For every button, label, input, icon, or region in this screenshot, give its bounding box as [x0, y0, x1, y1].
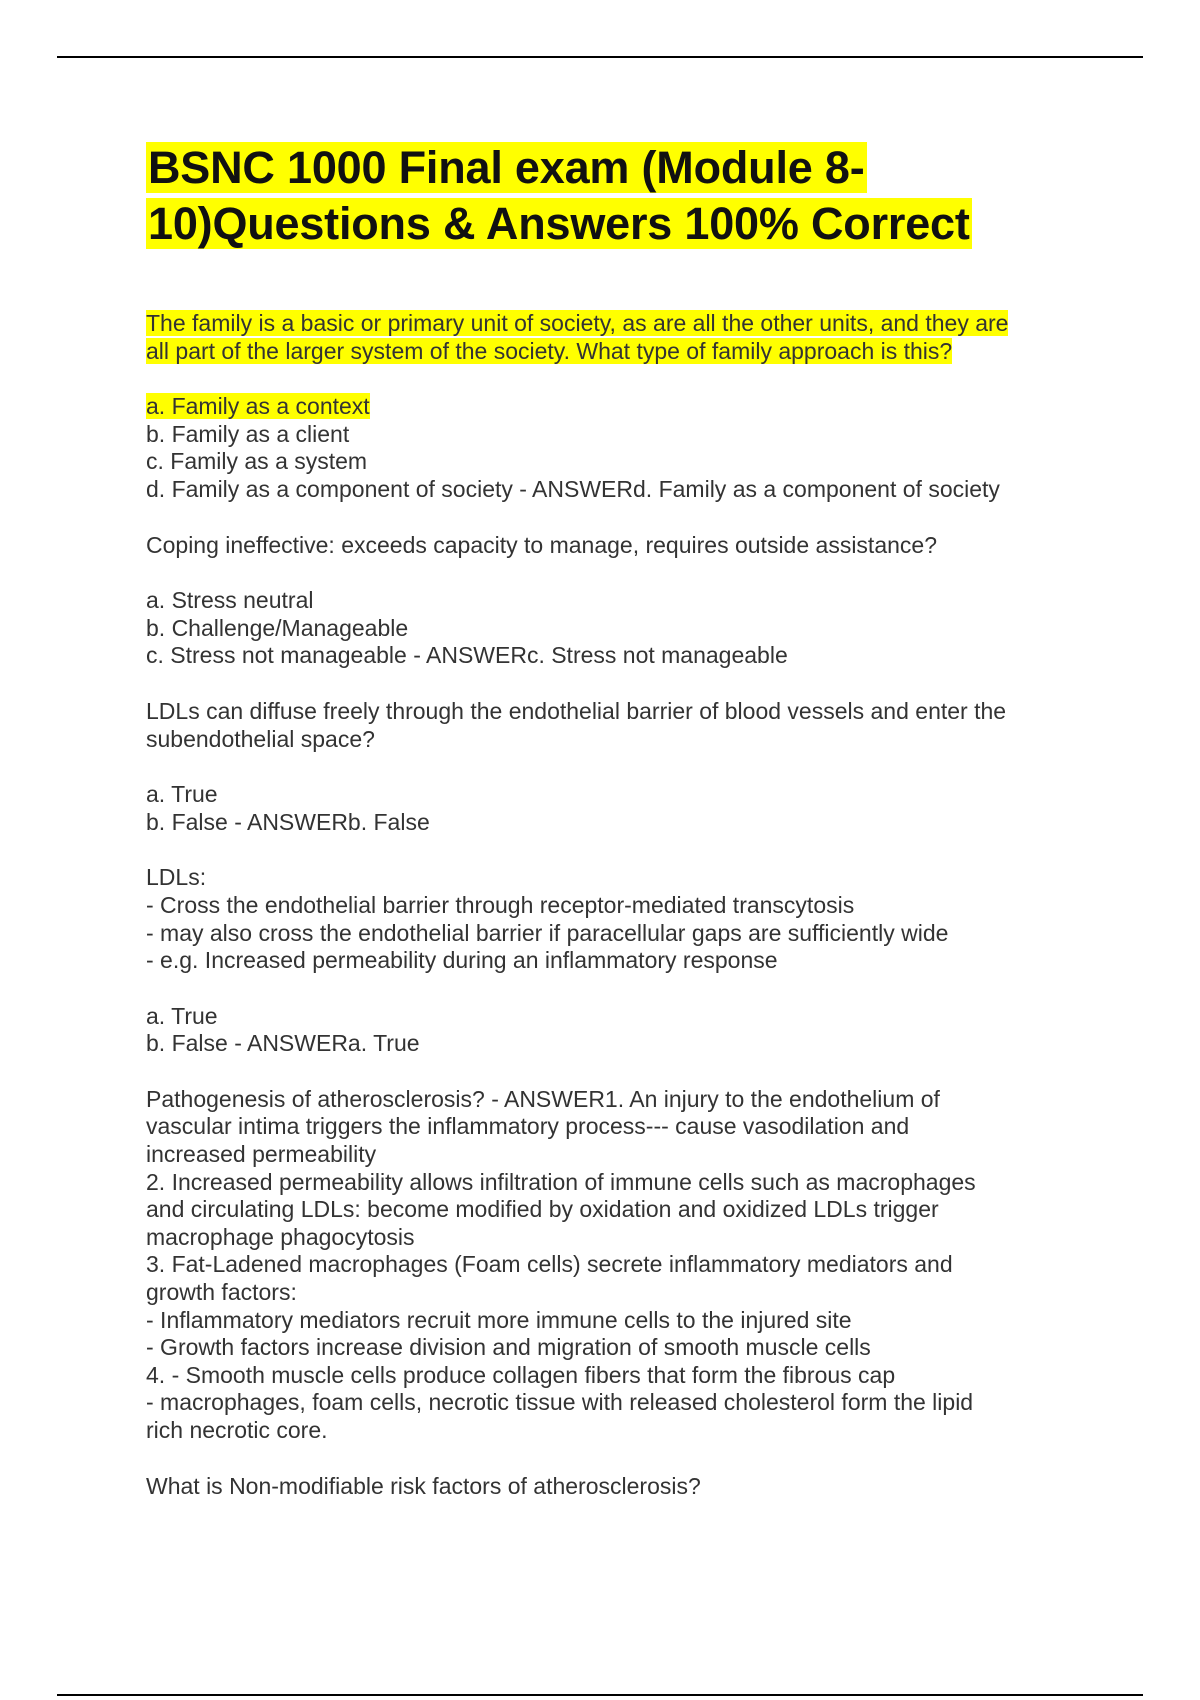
- option-text: a. Family as a context: [146, 393, 370, 420]
- question-text: - e.g. Increased permeability during an inflammatory response: [146, 947, 778, 974]
- header-rule: [57, 56, 1143, 58]
- option-answer-text: b. False - ANSWERa. True: [146, 1030, 420, 1057]
- options-block: [146, 587, 1066, 670]
- answer-text: and circulating LDLs: become modified by oxidation and oxidized LDLs trigger: [146, 1196, 939, 1223]
- title-line: BSNC 1000 Final exam (Module 8-: [148, 142, 865, 193]
- option-text: a. True: [146, 1002, 218, 1029]
- option-text: c. Family as a system: [146, 448, 368, 475]
- option-answer-text: d. Family as a component of society - ANSWERd. Family as a component of society: [146, 475, 1000, 502]
- answer-text: - Growth factors increase division and migration of smooth muscle cells: [146, 1334, 871, 1361]
- answer-paragraph: [146, 1086, 1066, 1445]
- answer-text: vascular intima triggers the inflammatory process--- cause vasodilation and: [146, 1113, 910, 1140]
- answer-text: 3. Fat-Ladened macrophages (Foam cells) secrete inflammatory mediators and: [146, 1251, 953, 1278]
- question-text: Coping ineffective: exceeds capacity to manage, requires outside assistance?: [146, 531, 937, 558]
- question-text: all part of the larger system of the society. What type of family approach is this?: [146, 337, 953, 364]
- question-text: - Cross the endothelial barrier through receptor-mediated transcytosis: [146, 891, 855, 918]
- options-block: [146, 1003, 1066, 1058]
- document-title: [146, 140, 1066, 252]
- question-text: The family is a basic or primary unit of society, as are all the other units, and they are: [146, 310, 1009, 336]
- answer-text: 4. - Smooth muscle cells produce collagen fibers that form the fibrous cap: [146, 1361, 896, 1388]
- question-text: What is Non-modifiable risk factors of atherosclerosis?: [146, 1472, 701, 1499]
- question-text: - may also cross the endothelial barrier if paracellular gaps are sufficiently wide: [146, 919, 949, 946]
- answer-text: rich necrotic core.: [146, 1417, 328, 1443]
- question-text: subendothelial space?: [146, 725, 375, 752]
- option-answer-text: c. Stress not manageable - ANSWERc. Stress not manageable: [146, 642, 788, 669]
- option-text: a. True: [146, 781, 218, 808]
- question-text: LDLs can diffuse freely through the endothelial barrier of blood vessels and enter the: [146, 697, 1007, 724]
- question-text: LDLs:: [146, 864, 207, 891]
- answer-text: Pathogenesis of atherosclerosis? - ANSWER1. An injury to the endothelium of: [146, 1085, 940, 1112]
- question-block: [146, 532, 1066, 560]
- question-block: [146, 698, 1066, 753]
- options-block: [146, 781, 1066, 836]
- footer-rule: [57, 1694, 1143, 1696]
- answer-text: 2. Increased permeability allows infiltration of immune cells such as macrophages: [146, 1168, 976, 1195]
- question-block: [146, 864, 1066, 974]
- answer-text: macrophage phagocytosis: [146, 1223, 415, 1250]
- document-body: [146, 310, 1066, 1500]
- option-text: b. Family as a client: [146, 420, 350, 447]
- answer-text: increased permeability: [146, 1141, 377, 1168]
- answer-text: growth factors:: [146, 1279, 297, 1306]
- option-text: a. Stress neutral: [146, 587, 314, 614]
- document-content: [146, 140, 1066, 1528]
- answer-text: - macrophages, foam cells, necrotic tissue with released cholesterol form the lipid: [146, 1389, 974, 1416]
- options-block: [146, 393, 1066, 503]
- question-block: [146, 310, 1066, 365]
- option-text: b. Challenge/Manageable: [146, 614, 409, 641]
- answer-text: - Inflammatory mediators recruit more immune cells to the injured site: [146, 1306, 852, 1333]
- option-answer-text: b. False - ANSWERb. False: [146, 808, 430, 835]
- question-block: [146, 1473, 1066, 1501]
- title-line: 10)Questions & Answers 100% Correct: [148, 198, 970, 249]
